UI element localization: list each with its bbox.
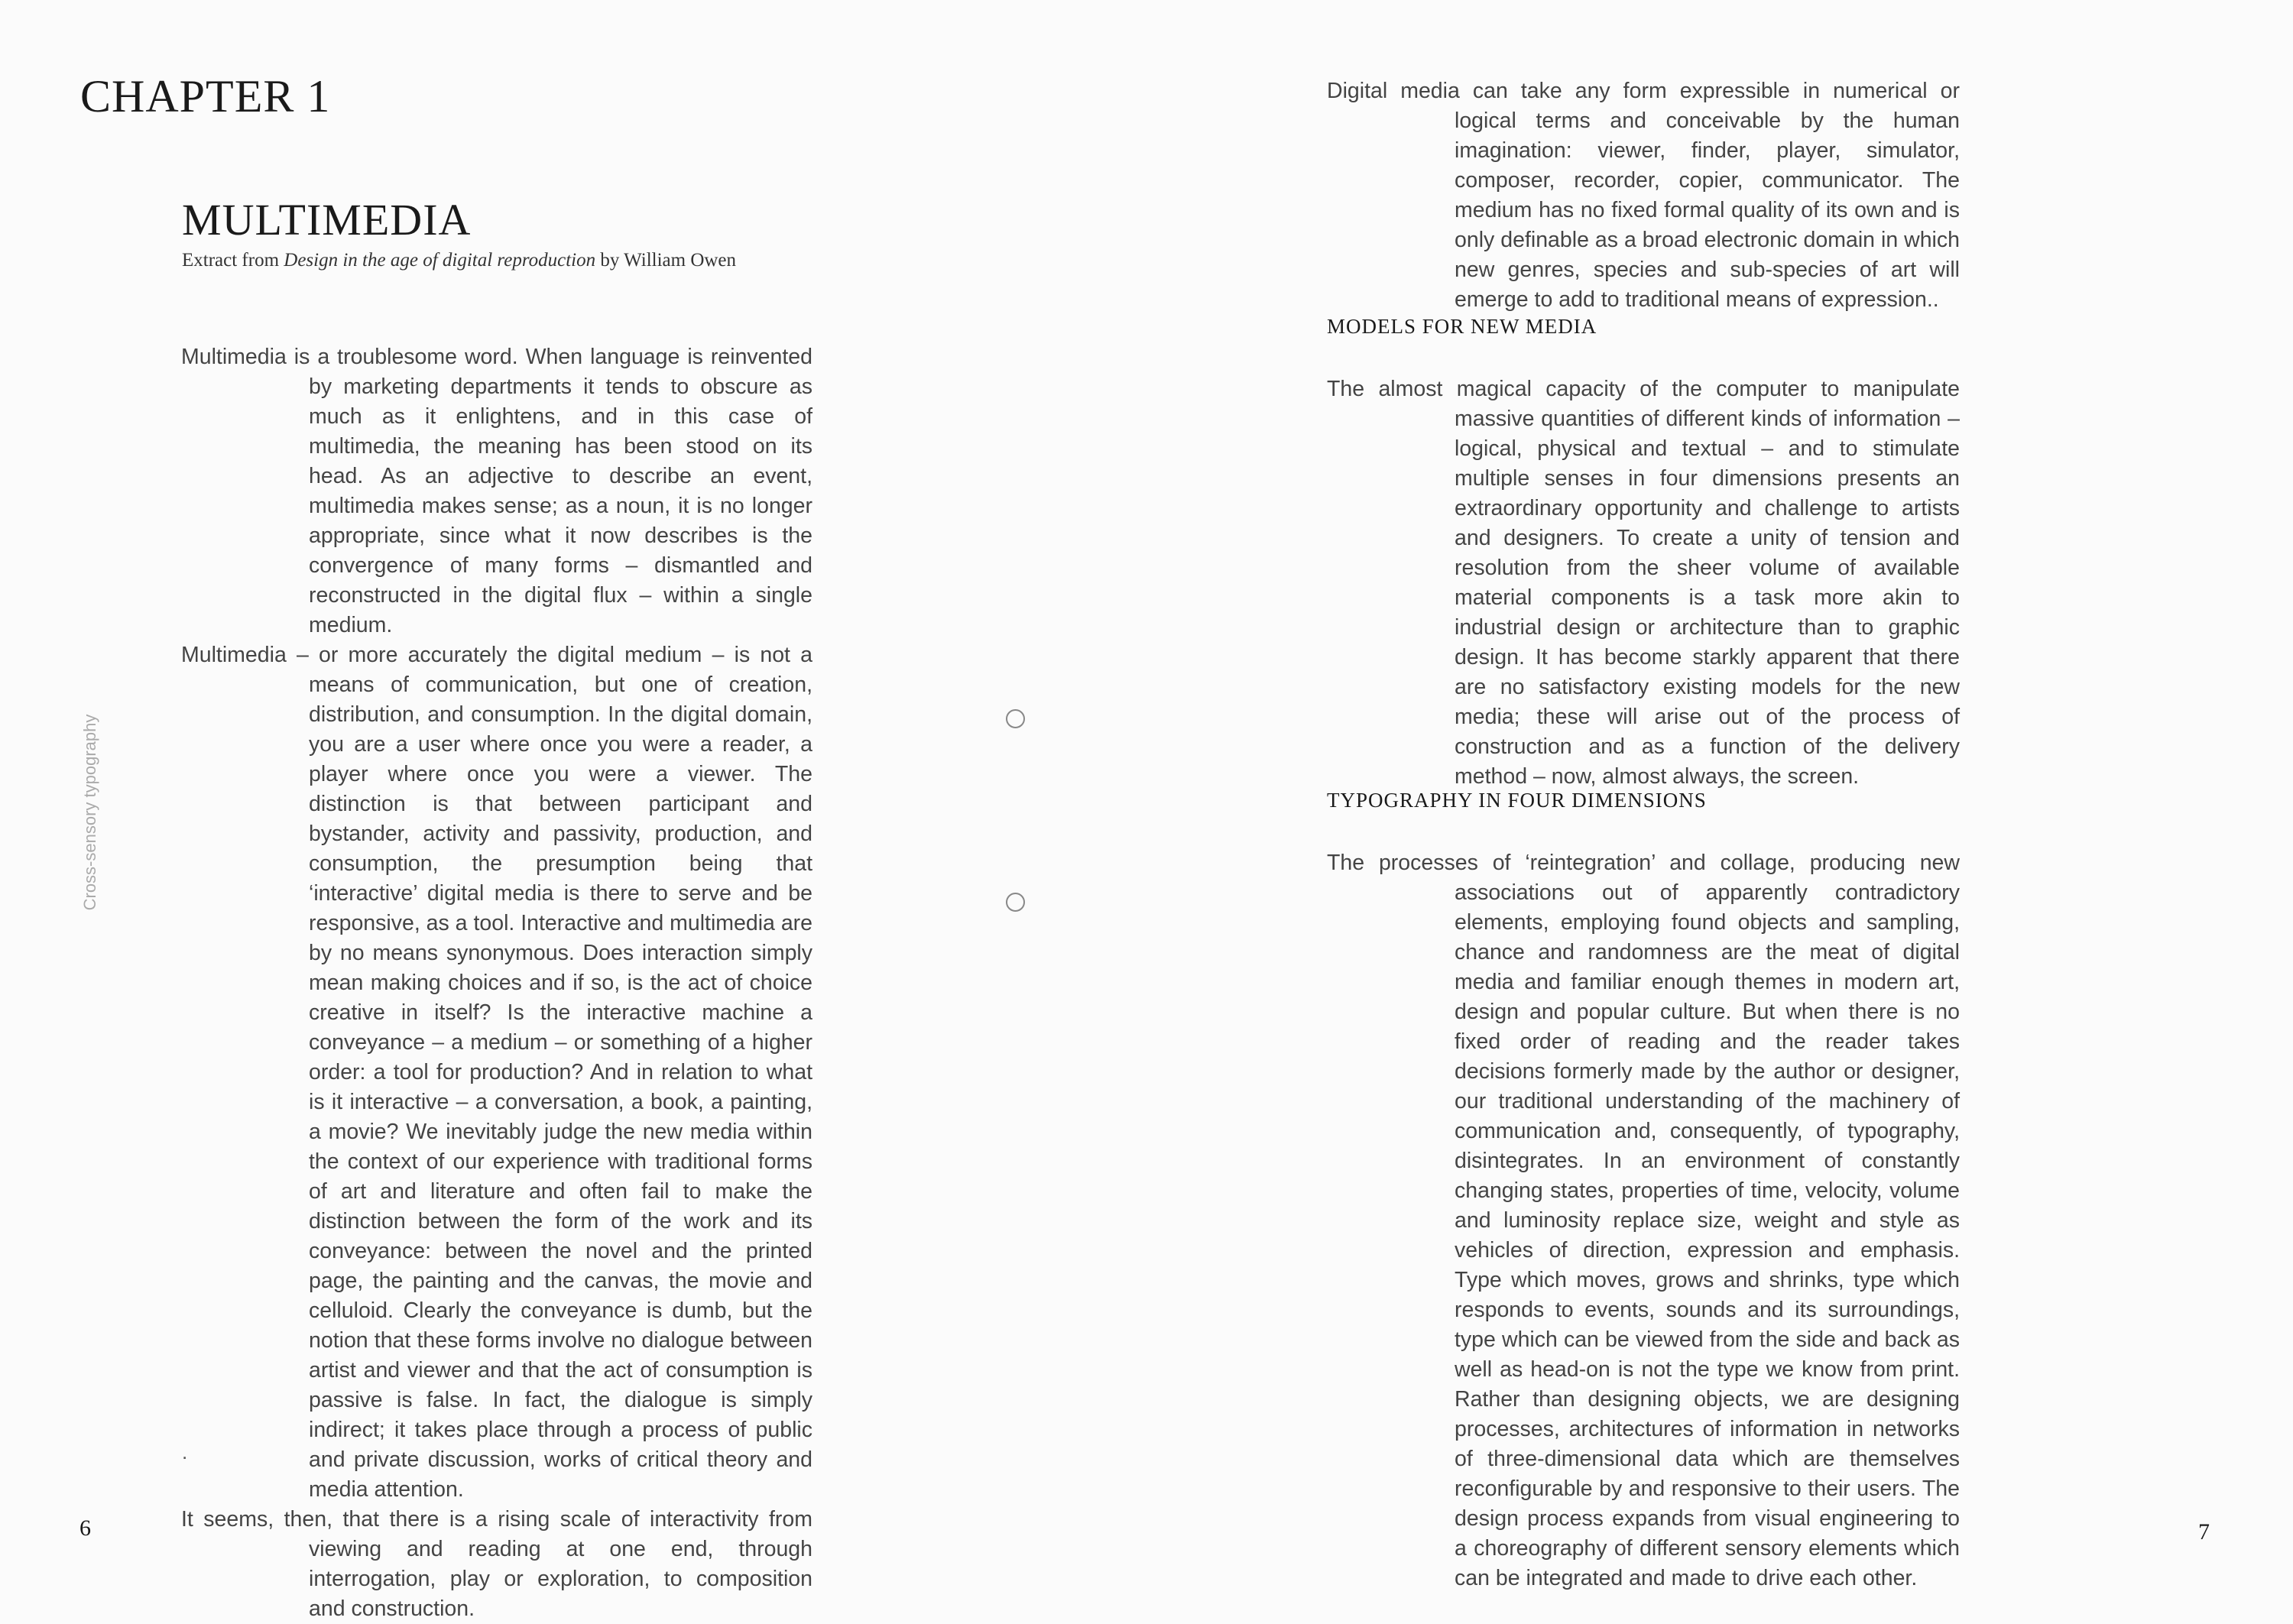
chapter-heading: CHAPTER 1 — [80, 71, 331, 122]
right-intro-text — [1327, 76, 1960, 315]
body-paragraph: The almost magical capacity of the computer to manipulate massive quantities of different kinds of information – logical, physical and textual – and to stimulate multiple senses in four dimensions presents an extraordinary opportunity and challenge to artists and designers. To create a unity of tension and resolution from the sheer volume of available material components is a task more akin to industrial design or architecture than to graphic design. It has become starkly apparent that there are no satisfactory existing models for the new media; these will arise out of the process of construction and as a function of the delivery method – now, almost always, the screen. — [1327, 377, 1960, 789]
left-body-text — [181, 342, 812, 1624]
stray-mark: . — [182, 1441, 188, 1464]
article-subtitle — [182, 250, 736, 271]
section-body-models — [1327, 374, 1960, 792]
section-heading-models: MODELS FOR NEW MEDIA — [1327, 315, 1597, 338]
book-title: Design in the age of digital reproduction — [284, 250, 596, 271]
body-paragraph: Digital media can take any form expressible in numerical or logical terms and conceivable by the human imagination: viewer, finder, player, simulator, composer, recorder, copier, communicator. The medium has no fixed formal quality of its own and is only definable as a broad electronic domain in which new genres, species and sub-species of art will emerge to add to traditional means of expression.. — [1327, 79, 1960, 312]
side-running-label: Cross-sensory typography — [80, 714, 99, 911]
subtitle-suffix: by William Owen — [595, 250, 737, 271]
binding-hole-icon — [1006, 893, 1025, 912]
body-paragraph: Multimedia is a troublesome word. When language is reinvented by marketing departments it tends to obscure as much as it enlightens, and in this case of multimedia, the meaning has been stood on its head. As an adjective to describe an event, multimedia makes sense; as a noun, it is no longer appropriate, since what it now describes is the convergence of many forms – dismantled and reconstructed in the digital flux – within a single medium. — [181, 345, 812, 637]
section-heading-typography: TYPOGRAPHY IN FOUR DIMENSIONS — [1327, 789, 1707, 812]
page-number-right: 7 — [2198, 1519, 2210, 1545]
binding-hole-icon — [1006, 709, 1025, 728]
section-body-typography — [1327, 848, 1960, 1593]
page-number-left: 6 — [79, 1515, 91, 1541]
subtitle-prefix: Extract from — [182, 250, 284, 271]
body-paragraph: The processes of ‘reintegration’ and collage, producing new associations out of apparently contradictory elements, employing found objects and sampling, chance and randomness are the meat of digital media and familiar enough themes in modern art, design and popular culture. But when there is no fixed order of reading and the reader takes decisions formerly made by the author or designer, our traditional understanding of the machinery of communication and, consequently, of typography, disintegrates. In an environment of constantly changing states, properties of time, velocity, volume and luminosity replace size, weight and style as vehicles of direction, expression and emphasis. Type which moves, grows and shrinks, type which responds to events, sounds and its surroundings, type which can be viewed from the side and back as well as head-on is not the type we know from print. Rather than designing objects, we are designing processes, architectures of information in networks of three-dimensional data which are themselves reconfigurable by and responsive to their users. The design process expands from visual engineering to a choreography of different sensory elements which can be integrated and made to drive each other. — [1327, 851, 1960, 1590]
body-paragraph: It seems, then, that there is a rising scale of interactivity from viewing and reading at one end, through interrogation, play or exploration, to composition and construction. — [181, 1507, 812, 1621]
body-paragraph: Multimedia – or more accurately the digital medium – is not a means of communication, but one of creation, distribution, and consumption. In the digital domain, you are a user where once you were a reader, a player where once you were a viewer. The distinction is that between participant and bystander, activity and passivity, production, and consumption, the presumption being that ‘interactive’ digital media is there to serve and be responsive, as a tool. Interactive and multimedia are by no means synonymous. Does interaction simply mean making choices and if so, is the act of choice creative in itself? Is the interactive machine a conveyance – a medium – or something of a higher order: a tool for production? And in relation to what is it interactive – a conversation, a book, a painting, a movie? We inevitably judge the new media within the context of our experience with traditional forms of art and literature and often fail to make the distinction between the form of the work and its conveyance: between the novel and the printed page, the painting and the canvas, the movie and celluloid. Clearly the conveyance is dumb, but the notion that these forms involve no dialogue between artist and viewer and that the act of consumption is passive is false. In fact, the dialogue is simply indirect; it takes place through a process of public and private discussion, works of critical theory and media attention. — [181, 643, 813, 1502]
article-title: MULTIMEDIA — [182, 195, 472, 245]
